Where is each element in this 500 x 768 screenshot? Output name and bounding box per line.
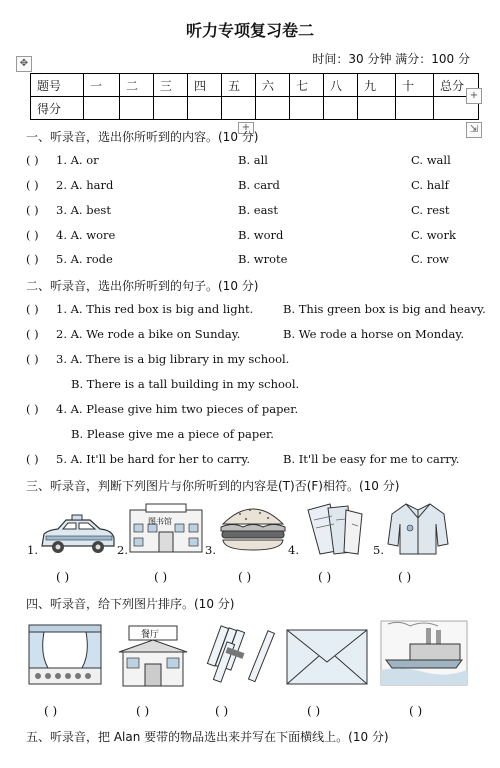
time-score-info: 时间：30 分钟 满分：100 分 [312,52,470,66]
table-cell: 八 [324,74,358,97]
option-a: 3. A. best [56,203,111,217]
sentence-a: 1. A. This red box is big and light. [56,302,254,316]
restaurant-sign: 餐厅 [141,630,160,640]
option-c: C. wall [411,153,451,167]
sentence-b: B. There is a tall building in my school. [71,377,300,391]
option-c: C. row [411,252,449,266]
table-cell: 五 [222,74,256,97]
table-cell[interactable] [154,97,188,120]
option-b: B. all [238,153,268,167]
table-cell: 九 [358,74,396,97]
item-number: 4. [288,543,299,557]
taxi-icon [38,512,118,556]
section-3-heading: 三、听录音，判断下列图片与你所听到的内容是(T)否(F)相符。(10 分) [26,479,400,493]
resize-handle-icon[interactable]: ⇲ [466,122,482,138]
sentence-a: 3. A. There is a big library in my school. [56,352,290,366]
answer-paren[interactable]: ( ) [26,402,39,416]
table-cell: 题号 [31,74,84,97]
table-cell[interactable] [290,97,324,120]
table-cell: 四 [188,74,222,97]
answer-paren[interactable]: ( ) [215,704,229,718]
option-b: B. east [238,203,278,217]
option-a: 4. A. wore [56,228,116,242]
add-row-icon[interactable]: + [238,122,254,134]
section-2-heading: 二、听录音，选出你所听到的句子。(10 分) [26,279,259,293]
table-cell[interactable] [358,97,396,120]
hamburger-icon [218,500,288,552]
sentence-a: 4. A. Please give him two pieces of paper. [56,402,299,416]
answer-paren[interactable]: ( ) [56,570,70,584]
option-b: B. word [238,228,284,242]
score-table [30,73,479,120]
table-cell[interactable] [120,97,154,120]
option-a: 2. A. hard [56,178,114,192]
sentence-b: B. We rode a horse on Monday. [283,327,464,341]
answer-paren[interactable]: ( ) [44,704,58,718]
item-number: 2. [117,543,128,557]
table-cell: 一 [84,74,120,97]
option-a: 5. A. rode [56,252,113,266]
score-table-header-row [31,74,479,97]
table-cell: 二 [120,74,154,97]
chalk-icon [200,624,276,688]
sentence-b: B. Please give me a piece of paper. [71,427,274,441]
jacket-icon [386,500,450,556]
envelope-icon [285,628,369,686]
answer-paren[interactable]: ( ) [318,570,332,584]
answer-paren[interactable]: ( ) [154,570,168,584]
score-table-score-row [31,97,479,120]
item-number: 1. [27,543,38,557]
answer-paren[interactable]: ( ) [238,570,252,584]
table-cell: 三 [154,74,188,97]
answer-paren[interactable]: ( ) [26,352,39,366]
sentence-b: B. It'll be easy for me to carry. [283,452,460,466]
table-cell[interactable] [256,97,290,120]
table-cell: 十 [396,74,434,97]
answer-paren[interactable]: ( ) [26,252,39,266]
option-c: C. work [411,228,456,242]
page-title: 听力专项复习卷二 [185,21,314,40]
answer-paren[interactable]: ( ) [26,452,39,466]
book-stack-icon [300,500,368,556]
table-cell[interactable] [324,97,358,120]
answer-paren[interactable]: ( ) [307,704,321,718]
section-1-heading: 一、听录音，选出你所听到的内容。(10 分) [26,130,259,144]
table-cell: 七 [290,74,324,97]
section-5-heading: 五、听录音，把 Alan 要带的物品选出来并写在下面横线上。(10 分) [26,730,389,744]
library-icon [128,502,204,554]
sentence-a: 5. A. It'll be hard for her to carry. [56,452,250,466]
option-b: B. wrote [238,252,288,266]
table-cell[interactable] [188,97,222,120]
option-a: 1. A. or [56,153,99,167]
item-number: 3. [205,543,216,557]
answer-paren[interactable]: ( ) [136,704,150,718]
item-number: 5. [373,543,384,557]
answer-paren[interactable]: ( ) [26,178,39,192]
library-sign: 图书馆 [148,517,172,526]
add-column-icon[interactable]: + [466,88,482,104]
table-cell: 六 [256,74,290,97]
factory-ship-icon [380,620,468,686]
answer-paren[interactable]: ( ) [26,228,39,242]
answer-paren[interactable]: ( ) [398,570,412,584]
table-cell[interactable] [396,97,434,120]
option-b: B. card [238,178,280,192]
move-handle-icon[interactable]: ✥ [16,56,32,72]
answer-paren[interactable]: ( ) [409,704,423,718]
option-c: C. rest [411,203,450,217]
table-cell: 总分 [434,74,479,97]
answer-paren[interactable]: ( ) [26,153,39,167]
stage-curtain-icon [28,624,102,686]
table-cell: 得分 [31,97,84,120]
section-4-heading: 四、听录音，给下列图片排序。(10 分) [26,597,235,611]
table-cell[interactable] [222,97,256,120]
sentence-a: 2. A. We rode a bike on Sunday. [56,327,241,341]
table-cell[interactable] [84,97,120,120]
answer-paren[interactable]: ( ) [26,203,39,217]
answer-paren[interactable]: ( ) [26,327,39,341]
option-c: C. half [411,178,449,192]
sentence-b: B. This green box is big and heavy. [283,302,486,316]
answer-paren[interactable]: ( ) [26,302,39,316]
